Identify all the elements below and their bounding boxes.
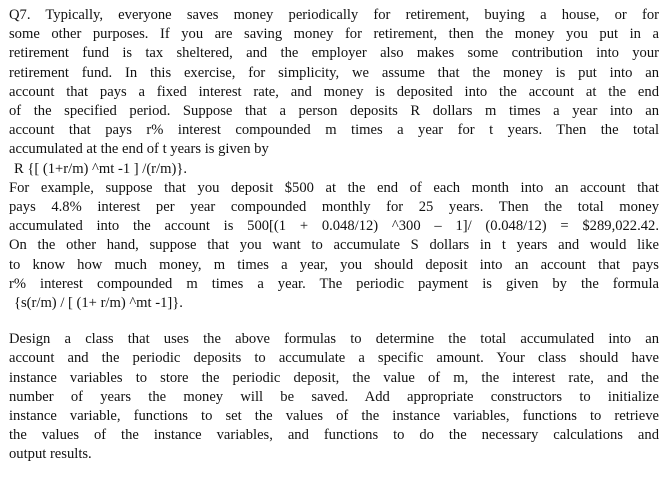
example-line: For example, suppose that you deposit $500 at the end of each month into an account that — [9, 179, 659, 196]
task-line: output results. — [9, 446, 92, 463]
example-line: r% interest compounded m times a year. The periodic payment is given by the formula — [9, 275, 659, 292]
question-line: accumulated at the end of t years is given by — [9, 141, 269, 158]
example-line: pays 4.8% interest per year compounded monthly for 25 years. Then the total money — [9, 199, 659, 216]
question-line: some other purposes. If you are saving money for retirement, then the money you put in a — [9, 26, 659, 43]
example-line: On the other hand, suppose that you want to accumulate S dollars in t years and would like — [9, 237, 659, 254]
example-line: accumulated into the account is 500[(1 + 0.048/12) ^300 – 1]/ (0.048/12) = $289,022.42. — [9, 218, 659, 235]
task-line: instance variables to store the periodic deposit, the value of m, the interest rate, and the — [9, 369, 659, 386]
task-line: number of years the money will be saved. Add appropriate constructors to initialize — [9, 388, 659, 405]
total-formula: R {[ (1+r/m) ^mt -1 ] /(r/m)}. — [14, 160, 187, 177]
question-paragraph — [9, 6, 659, 313]
task-line: instance variable, functions to set the values of the instance variables, functions to retrieve — [9, 408, 659, 425]
example-line: to know how much money, m times a year, you should deposit into an account that pays — [9, 256, 659, 273]
payment-formula: {s(r/m) / [ (1+ r/m) ^mt -1]}. — [14, 295, 183, 312]
task-line: account and the periodic deposits to accumulate a specific amount. Your class should have — [9, 350, 659, 367]
question-line: account that pays a fixed interest rate, and money is deposited into the account at the end — [9, 83, 659, 100]
question-line: retirement fund is tax sheltered, and the employer also makes some contribution into your — [9, 45, 659, 62]
task-paragraph — [9, 330, 659, 464]
question-line: retirement fund. In this exercise, for simplicity, we assume that the money is put into an — [9, 64, 659, 81]
question-line: account that pays r% interest compounded m times a year for t years. Then the total — [9, 122, 659, 139]
task-line: the values of the instance variables, and functions to do the necessary calculations and — [9, 427, 659, 444]
question-line: of the specified period. Suppose that a person deposits R dollars m times a year into an — [9, 103, 659, 120]
task-line: Design a class that uses the above formulas to determine the total accumulated into an — [9, 331, 659, 348]
paragraph-gap — [9, 313, 659, 330]
question-line: Q7. Typically, everyone saves money periodically for retirement, buying a house, or for — [9, 7, 659, 23]
